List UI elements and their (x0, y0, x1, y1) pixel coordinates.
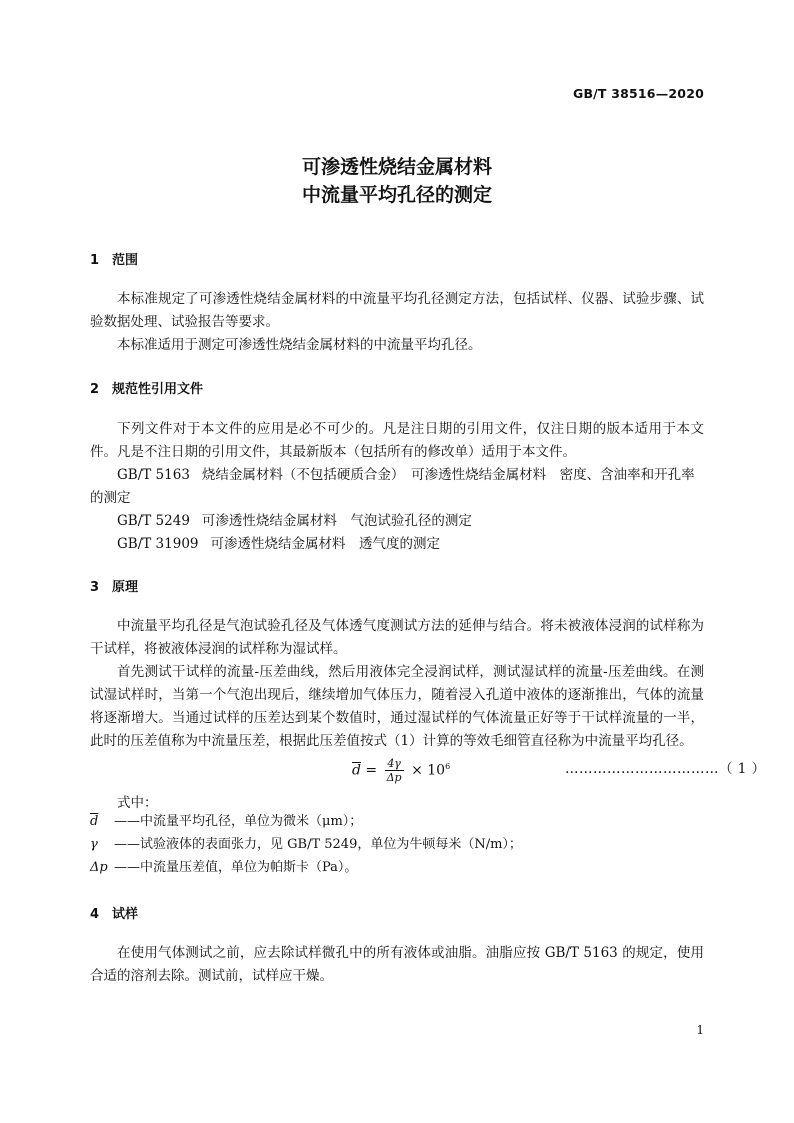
section-2-heading (90, 378, 203, 397)
formula-fraction (385, 757, 404, 784)
variable-definition (90, 812, 362, 832)
reference-code: GB/T 5163 (117, 467, 190, 483)
variable-symbol: γ (90, 837, 98, 852)
section-3-heading (90, 576, 138, 595)
document-title-line2: 中流量平均孔径的测定 (301, 184, 492, 206)
variable-description: ——试验液体的表面张力，见 GB/T 5249，单位为牛顿每米（N/m）； (114, 837, 522, 852)
formula-base: 10 (427, 762, 446, 779)
where-label: 式中： (117, 795, 158, 811)
formula-numerator: 4γ (385, 757, 404, 771)
section-number: 1 (90, 253, 100, 268)
section-1-paragraph-1: 本标准规定了可渗透性烧结金属材料的中流量平均孔径测定方法，包括试样、仪器、试验步骤、试验数据处理、试验报告等要求。 (90, 291, 704, 330)
page-number: 1 (696, 1023, 704, 1037)
section-2-paragraph-1: 下列文件对于本文件的应用是必不可少的。凡是注日期的引用文件，仅注日期的版本适用于本文件。凡是不注日期的引用文件，其最新版本（包括所有的修改单）适用于本文件。 (90, 421, 704, 460)
reference-code: GB/T 31909 (117, 536, 199, 552)
section-title: 试样 (112, 907, 139, 922)
formula-1 (352, 757, 450, 784)
formula-exponent: 6 (445, 761, 451, 771)
normative-reference (90, 510, 704, 533)
formula-denominator: Δp (386, 771, 402, 784)
formula-equals: = (365, 762, 378, 779)
variable-definition (90, 858, 357, 878)
variable-description: ——中流量压差值，单位为帕斯卡（Pa）。 (114, 860, 358, 875)
formula-number: ……………………………（ 1 ） (565, 761, 766, 777)
formula-times: × (411, 762, 423, 779)
section-3-paragraph-1: 中流量平均孔径是气泡试验孔径及气体透气度测试方法的延伸与结合。将未被液体浸润的试样称为干试样，将被液体浸润的试样称为湿试样。 (90, 618, 704, 657)
section-title: 规范性引用文件 (112, 382, 204, 397)
section-4-heading (90, 903, 138, 922)
section-3-paragraph-2: 首先测试干试样的流量-压差曲线，然后用液体完全浸润试样，测试湿试样的流量-压差曲线。在测试湿试样时，当第一个气泡出现后，继续增加气体压力，随着浸入孔道中液体的逐渐推出，气体的流量将逐渐增大。当通过试样的压差达到某个数值时，通过湿试样的气体流量正好等于干试样流量的一半，此时的压差值称为中流量压差，根据此压差值按式（1）计算的等效毛细管直径称为中流量平均孔径。 (90, 664, 704, 749)
section-1-heading (90, 249, 138, 268)
reference-title: 烧结金属材料（不包括硬质合金） 可渗透性烧结金属材料 密度、含油率和开孔率的测定 (90, 467, 695, 506)
section-number: 3 (90, 580, 100, 595)
reference-title: 可渗透性烧结金属材料 透气度的测定 (210, 536, 440, 552)
normative-reference (90, 464, 704, 510)
variable-description: ——中流量平均孔径，单位为微米（μm）； (114, 814, 363, 829)
section-1-paragraph-2: 本标准适用于测定可渗透性烧结金属材料的中流量平均孔径。 (117, 337, 482, 353)
variable-definition (90, 835, 522, 855)
document-title-line1: 可渗透性烧结金属材料 (301, 156, 492, 178)
section-number: 4 (90, 907, 100, 922)
variable-symbol: Δp (90, 860, 108, 875)
variable-symbol: $\overline{d}$ (90, 814, 99, 829)
reference-title: 可渗透性烧结金属材料 气泡试验孔径的测定 (201, 513, 472, 529)
section-title: 范围 (112, 253, 139, 268)
section-number: 2 (90, 382, 100, 397)
section-title: 原理 (112, 580, 139, 595)
normative-reference (90, 533, 704, 556)
reference-code: GB/T 5249 (117, 513, 190, 529)
standard-code: GB/T 38516—2020 (572, 86, 704, 101)
section-4-paragraph-1: 在使用气体测试之前，应去除试样微孔中的所有液体或油脂。油脂应按 GB/T 5163 的规定，使用合适的溶剂去除。测试前，试样应干燥。 (90, 945, 704, 984)
formula-lhs: $\overline{d}$ (352, 762, 361, 779)
